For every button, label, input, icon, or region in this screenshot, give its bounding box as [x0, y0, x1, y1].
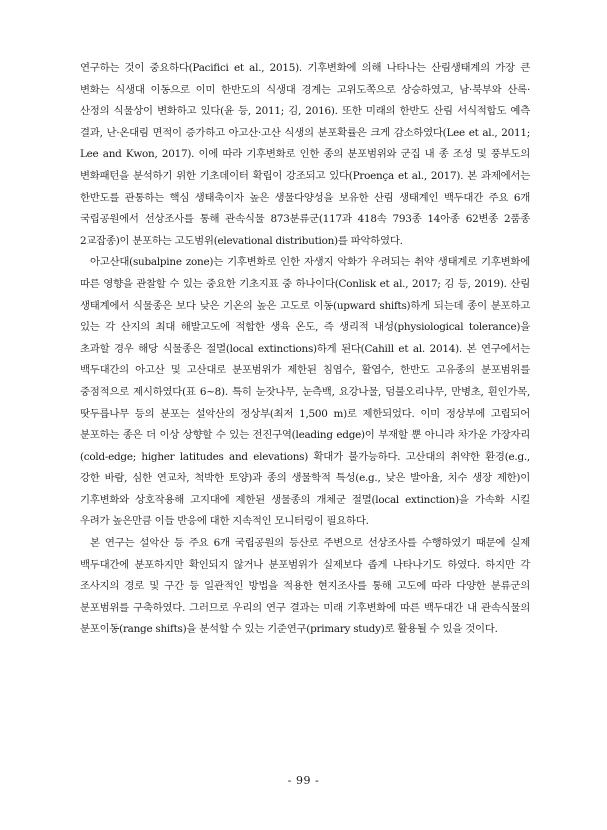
paragraph-conclusion: 본 연구는 설악산 등 주요 6개 국립공원의 등산로 주변으로 선상조사를 수행하였기 때문에 실제 백두대간에 분포하지만 확인되지 않거나 분포범위가 실제보다 좁게 나타나기도 하였다. 하지만 각 조사지의 경로 및 구간 등 일관적인 방법을 적용한 현지조사를 통해 고도에 따라 다양한 분류군의 분포범위를 구축하였다. 그러므로 우리의 연구 결과는 미래 기후변화에 따른 백두대간 내 관속식물의 분포이동(range shifts)을 분석할 수 있는 기준연구(primary study)로 활용될 수 있을 것이다.: [80, 537, 530, 636]
paragraph-continuation: 연구하는 것이 중요하다(Pacifici et al., 2015). 기후변화에 의해 나타나는 산림생태계의 가장 큰 변화는 식생대 이동으로 이미 한반도의 식생대 경계는 고위도쪽으로 상승하였고, 남·북부와 산록·산정의 식물상이 변화하고 있다(윤 등, 2011; 김, 2016). 또한 미래의 한반도 산림 서식적합도 예측 결과, 난·온대림 면적이 증가하고 아고산·고산 식생의 분포확률은 크게 감소하였다(Lee et al., 2011; Lee and Kwon, 2017). 이에 따라 기후변화로 인한 종의 분포범위와 군집 내 종 조성 및 풍부도의 변화패턴을 분석하기 위한 기초데이터 확립이 강조되고 있다(Proença et al., 2017). 본 과제에서는 한반도를 관통하는 핵심 생태축이자 높은 생물다양성을 보유한 산림 생태계인 백두대간 주요 6개 국립공원에서 선상조사를 통해 관속식물 873분류군(117과 418속 793종 14아종 62변종 2품종 2교잡종)이 분포하는 고도범위(elevational distribution)를 파악하였다.: [80, 62, 530, 247]
page-body: [80, 58, 530, 641]
paragraph-subalpine: 아고산대(subalpine zone)는 기후변화로 인한 자생지 악화가 우려되는 취약 생태계로 기후변화에 따른 영향을 관찰할 수 있는 중요한 기초지표 중 하나이다(Conlisk et al., 2017; 김 등, 2019). 산림 생태계에서 식물종은 보다 낮은 기온의 높은 고도로 이동(upward shifts)하게 되는데 종이 분포하고 있는 각 산지의 최대 해발고도에 적합한 생육 온도, 즉 생리적 내성(physiological tolerance)을 초과할 경우 해당 식물종은 절멸(local extinctions)하게 된다(Cahill et al. 2014). 본 연구에서는 백두대간의 아고산 및 고산대로 분포범위가 제한된 침엽수, 활엽수, 한반도 고유종의 분포범위를 중점적으로 제시하였다(표 6~8). 특히 눈잣나무, 눈측백, 요강나물, 덤불오리나무, 만병초, 흰인가목, 땃두릅나무 등의 분포는 설악산의 정상부(최저 1,500 m)로 제한되었다. 이미 정상부에 고립되어 분포하는 종은 더 이상 상향할 수 있는 전진구역(leading edge)이 부재할 뿐 아니라 차가운 가장자리(cold-edge; higher latitudes and elevations) 확대가 불가능하다. 고산대의 취약한 환경(e.g., 강한 바람, 심한 연교차, 척박한 토양)과 종의 생물학적 특성(e.g., 낮은 발아율, 치수 생장 제한)이 기후변화와 상호작용해 고지대에 제한된 생물종의 개체군 절멸(local extinction)을 가속화 시킬 우려가 높은만큼 이들 반응에 대한 지속적인 모니터링이 필요하다.: [80, 256, 530, 528]
page-number: - 99 -: [287, 774, 320, 787]
